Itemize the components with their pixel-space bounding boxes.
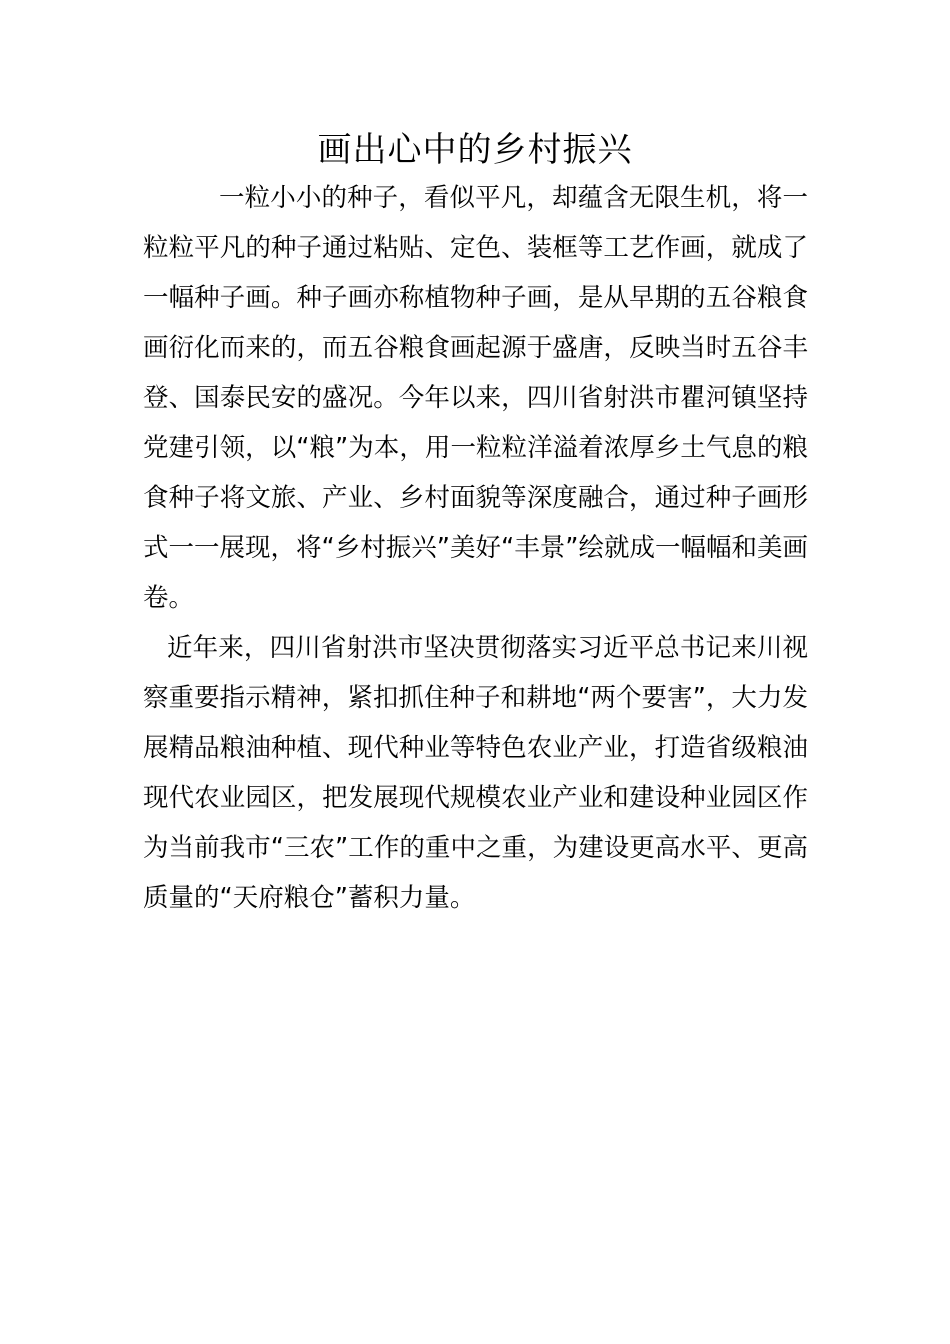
document-body	[143, 173, 808, 923]
paragraph-1: 一粒小小的种子，看似平凡，却蕴含无限生机，将一粒粒平凡的种子通过粘贴、定色、装框等工艺作画，就成了一幅种子画。种子画亦称植物种子画，是从早期的五谷粮食画衍化而来的，而五谷粮食画起源于盛唐，反映当时五谷丰登、国泰民安的盛况。今年以来，四川省射洪市瞿河镇坚持党建引领，以“粮”为本，用一粒粒洋溢着浓厚乡土气息的粮食种子将文旅、产业、乡村面貌等深度融合，通过种子画形式一一展现，将“乡村振兴”美好“丰景”绘就成一幅幅和美画卷。	[143, 183, 808, 613]
document-title: 画出心中的乡村振兴	[317, 130, 633, 170]
paragraph-2: 近年来，四川省射洪市坚决贯彻落实习近平总书记来川视察重要指示精神，紧扣抓住种子和耕地“两个要害”，大力发展精品粮油种植、现代种业等特色农业产业，打造省级粮油现代农业园区，把发展现代规模农业产业和建设种业园区作为当前我市“三农”工作的重中之重，为建设更高水平、更高质量的“天府粮仓”蓄积力量。	[143, 633, 808, 913]
